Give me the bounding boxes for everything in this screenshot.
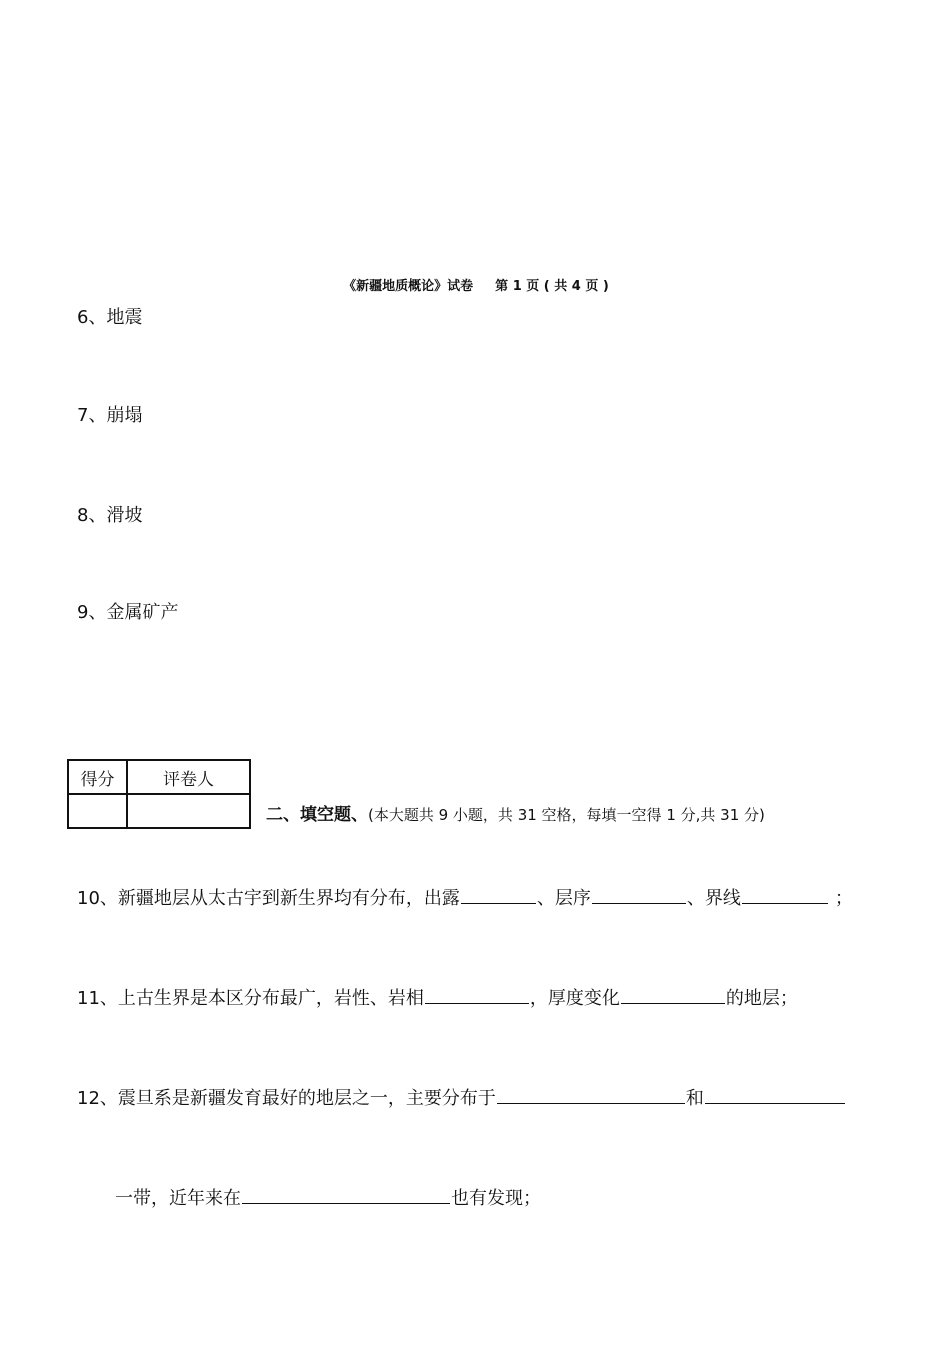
term-item: 8、滑坡	[77, 505, 143, 526]
term-item: 7、崩塌	[77, 405, 143, 426]
grader-cell[interactable]	[127, 794, 250, 828]
question-12-continued: 一带，近年来在 也有发现；	[115, 1183, 541, 1210]
answer-blank[interactable]	[497, 1083, 685, 1104]
term-item: 9、金属矿产	[77, 602, 179, 623]
answer-blank[interactable]	[425, 983, 529, 1004]
section-note: (本大题共 9 小题，共 31 空格，每填一空得 1 分,共 31 分)	[368, 806, 765, 824]
exam-title: 《新疆地质概论》试卷	[343, 279, 474, 294]
answer-blank[interactable]	[242, 1183, 450, 1204]
question-11: 11、上古生界是本区分布最广，岩性、岩相 ，厚度变化 的地层；	[77, 983, 798, 1010]
answer-blank[interactable]	[592, 883, 686, 904]
score-label: 得分	[68, 760, 127, 794]
page-header	[0, 275, 952, 294]
answer-blank[interactable]	[621, 983, 725, 1004]
grader-label: 评卷人	[127, 760, 250, 794]
score-table	[67, 759, 251, 829]
question-12: 12、震旦系是新疆发育最好的地层之一，主要分布于 和	[77, 1083, 846, 1110]
term-item: 6、地震	[77, 307, 143, 328]
answer-blank[interactable]	[705, 1083, 845, 1104]
question-10: 10、新疆地层从太古宇到新生界均有分布，出露 、层序 、界线 ；	[77, 883, 853, 910]
answer-blank[interactable]	[461, 883, 536, 904]
score-cell[interactable]	[68, 794, 127, 828]
answer-blank[interactable]	[742, 883, 828, 904]
section-heading	[266, 800, 765, 825]
section-title: 二、填空题、	[266, 805, 368, 825]
page-info: 第 1 页 ( 共 4 页 )	[495, 279, 609, 294]
